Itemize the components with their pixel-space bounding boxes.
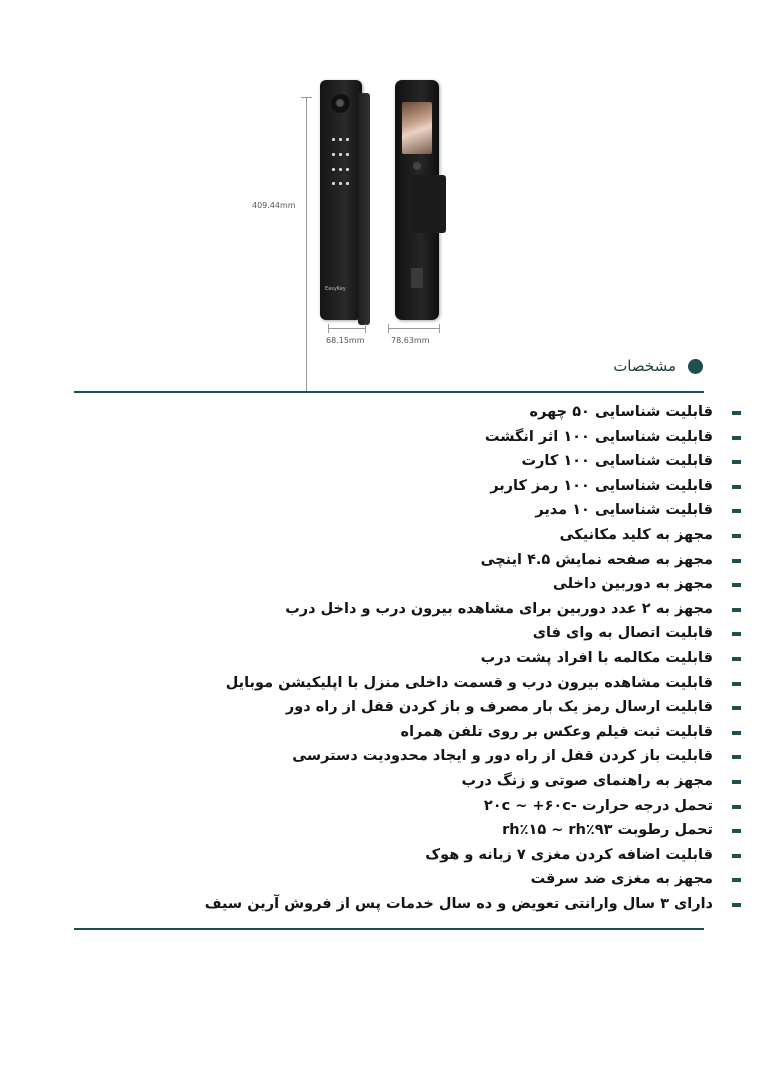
dash-icon	[732, 608, 741, 612]
dash-icon	[732, 731, 741, 735]
battery-slot	[411, 268, 423, 288]
display-screen	[402, 102, 432, 154]
height-dimension-label: 409.44mm	[252, 201, 296, 210]
inner-width-label: 78.63mm	[391, 336, 430, 345]
list-item: قابلیت اتصال به وای فای	[61, 621, 741, 646]
list-item: مجهز به کلید مکانیکی	[61, 523, 741, 548]
outer-handle	[358, 93, 370, 325]
outer-width-label: 68.15mm	[326, 336, 365, 345]
camera-lens-icon	[331, 94, 351, 114]
list-item: مجهز به صفحه نمایش ۴.۵ اینچی	[61, 548, 741, 573]
list-item: قابلیت ارسال رمز یک بار مصرف و باز کردن قفل از راه دور	[61, 695, 741, 720]
list-item: مجهز به ۲ عدد دوربین برای مشاهده بیرون درب و داخل درب	[61, 597, 741, 622]
divider-bottom	[74, 928, 704, 930]
list-item: قابلیت شناسایی ۱۰۰ اثر انگشت	[61, 425, 741, 450]
product-image	[240, 75, 470, 355]
dash-icon	[732, 903, 741, 907]
height-dimension-line	[306, 97, 307, 393]
dash-icon	[732, 534, 741, 538]
divider-top	[74, 391, 704, 393]
dash-icon	[732, 583, 741, 587]
list-item: قابلیت شناسایی ۱۰۰ کارت	[61, 449, 741, 474]
dash-icon	[732, 829, 741, 833]
list-item: مجهز به راهنمای صوتی و زنگ درب	[61, 769, 741, 794]
list-item: مجهز به دوربین داخلی	[61, 572, 741, 597]
dash-icon	[732, 706, 741, 710]
list-item: قابلیت شناسایی ۱۰ مدیر	[61, 498, 741, 523]
dash-icon	[732, 632, 741, 636]
list-item: قابلیت شناسایی ۵۰ چهره	[61, 400, 741, 425]
list-item: قابلیت ثبت فیلم وعکس بر روی تلفن همراه	[61, 720, 741, 745]
list-item: تحمل درجه حرارت -۲۰c ~ +۶۰c	[61, 794, 741, 819]
dash-icon	[732, 755, 741, 759]
list-item: قابلیت اضافه کردن مغزی ۷ زبانه و هوک	[61, 843, 741, 868]
outer-lock-panel	[320, 80, 362, 320]
dash-icon	[732, 682, 741, 686]
inner-width-dimension-line	[388, 328, 440, 329]
dash-icon	[732, 509, 741, 513]
list-item: قابلیت شناسایی ۱۰۰ رمز کاربر	[61, 474, 741, 499]
outer-width-dimension-line	[328, 328, 366, 329]
dash-icon	[732, 805, 741, 809]
keypad	[332, 138, 350, 194]
list-item: مجهز به مغزی ضد سرقت	[61, 867, 741, 892]
list-item: قابلیت مکالمه با افراد پشت درب	[61, 646, 741, 671]
inner-handle	[412, 175, 446, 233]
dash-icon	[732, 559, 741, 563]
dash-icon	[732, 780, 741, 784]
dash-icon	[732, 878, 741, 882]
specs-list	[61, 400, 741, 916]
bullet-circle-icon	[688, 359, 703, 374]
list-item: قابلیت مشاهده بیرون درب و قسمت داخلی منزل با اپلیکیشن موبایل	[61, 671, 741, 696]
specs-header	[613, 357, 703, 375]
list-item: تحمل رطوبت rh٪۱۵ ~ rh٪۹۳	[61, 818, 741, 843]
list-item: قابلیت باز کردن قفل از راه دور و ایجاد محدودیت دسترسی	[61, 744, 741, 769]
inner-button-icon	[413, 162, 421, 170]
dash-icon	[732, 854, 741, 858]
list-item: دارای ۳ سال وارانتی تعویض و ده سال خدمات پس از فروش آرین سیف	[61, 892, 741, 917]
dash-icon	[732, 411, 741, 415]
dash-icon	[732, 460, 741, 464]
dash-icon	[732, 485, 741, 489]
specs-title: مشخصات	[613, 357, 676, 375]
brand-logo: EasyKey	[325, 286, 346, 292]
dash-icon	[732, 657, 741, 661]
dash-icon	[732, 436, 741, 440]
